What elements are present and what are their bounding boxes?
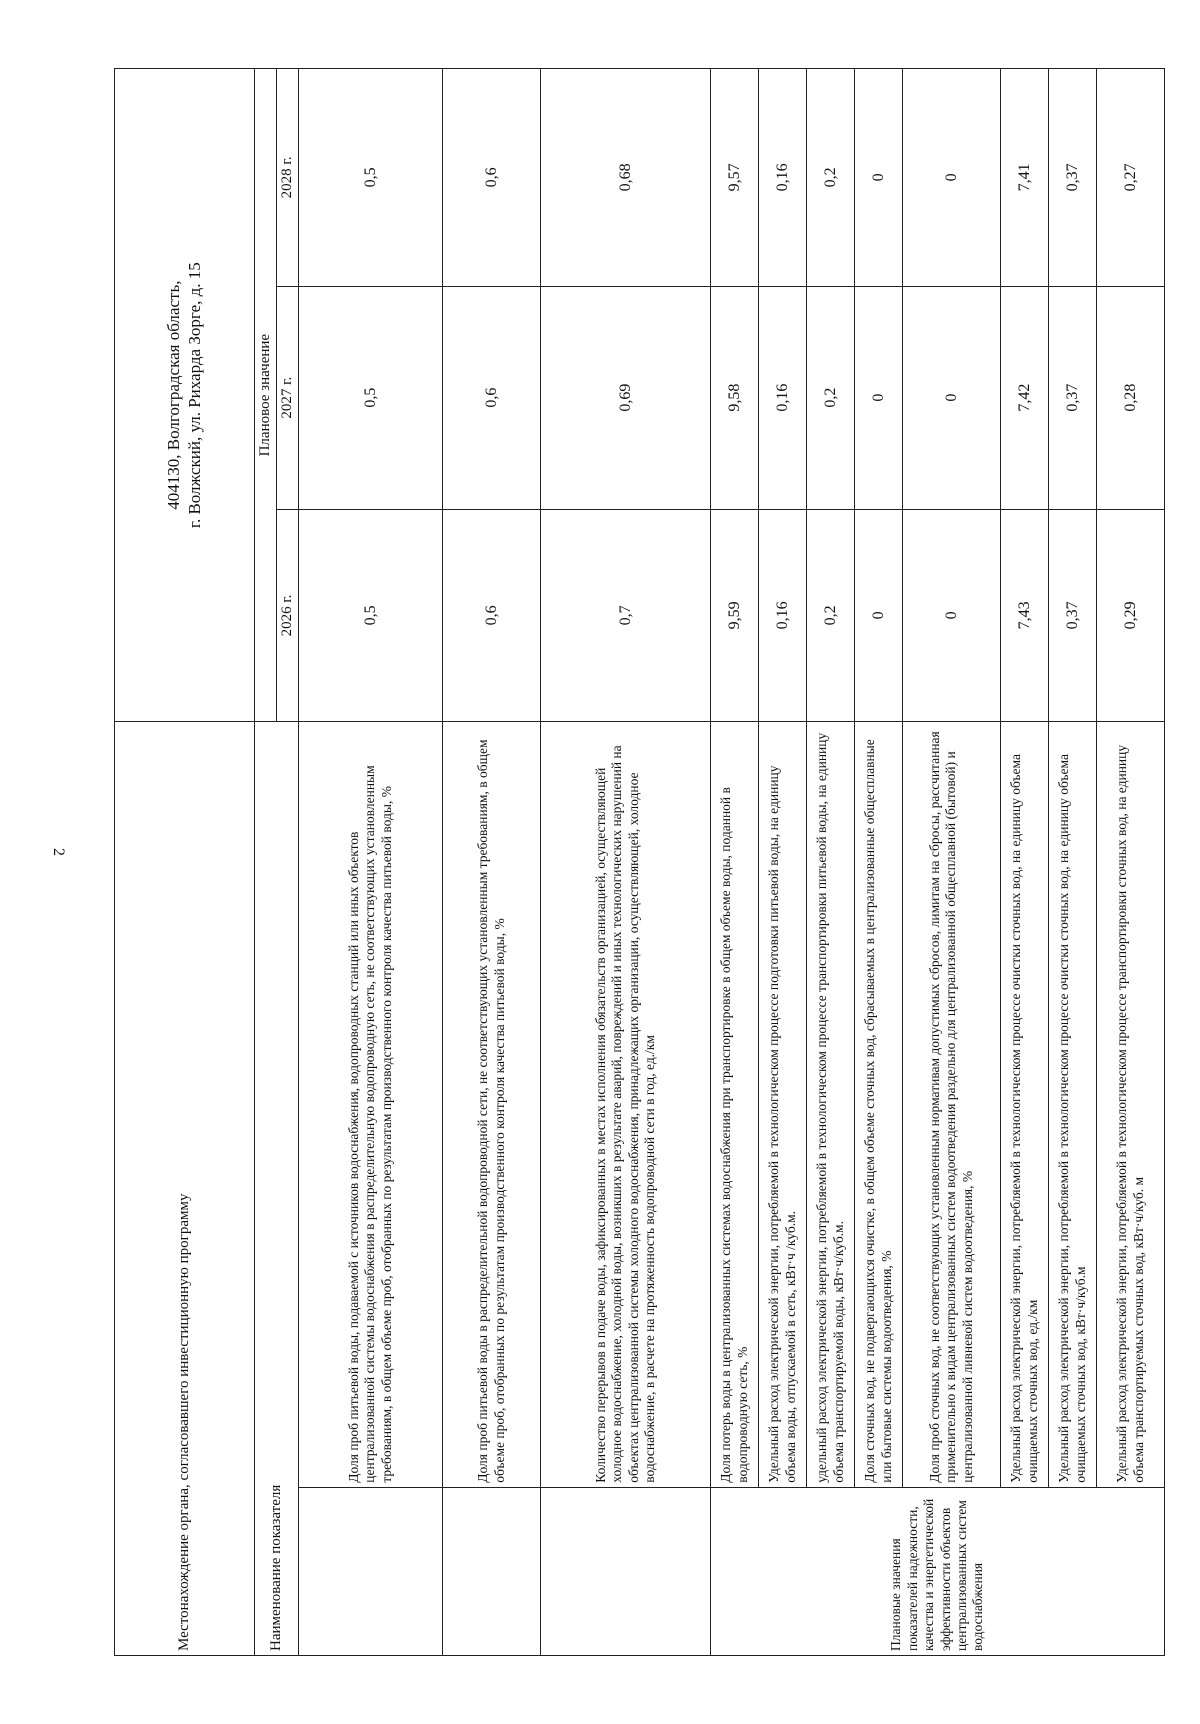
indicator-text: Доля сточных вод, не подвергающихся очистке, в общем объеме сточных вод, сбрасываемых в централизованные общесплавные или бытовые системы водоотведения, % xyxy=(855,722,903,1487)
indicator-text: Удельный расход электрической энергии, потребляемой в технологическом процессе очистки сточных вод, на единицу объема очищаемых сточных вод, ед./км xyxy=(1001,722,1049,1487)
indicator-text: удельный расход электрической энергии, потребляемой в технологическом процессе транспортировки питьевой воды, на единицу объема транспортируемой воды, кВт·ч/куб.м. xyxy=(807,722,855,1487)
value-2027: 0,28 xyxy=(1097,286,1165,509)
indicator-text: Доля проб питьевой воды в распределительной водопроводной сети, не соответствующих установленным требованиям, в общем объеме проб, отобранных по результатам производственного контроля качества питьевой воды, % xyxy=(443,722,541,1487)
location-label: Местонахождение органа, согласовавшего инвестиционную программу xyxy=(115,722,255,1656)
value-2026: 0,6 xyxy=(443,509,541,722)
value-2027: 0,69 xyxy=(541,286,711,509)
page-number: 2 xyxy=(50,848,67,856)
value-2028: 0,37 xyxy=(1049,69,1097,287)
table-row xyxy=(541,69,711,1656)
table-row xyxy=(1001,69,1049,1656)
row-group-empty xyxy=(299,1487,443,1655)
indicator-text: Доля проб сточных вод, не соответствующих установленным нормативам допустимых сбросов, лимитам на сбросы, рассчитанная применительно к видам централизованных систем водоотведения раздельно для централизованной общесплавной (бытовой) и централизованной ливневой систем водоотведения, % xyxy=(903,722,1001,1487)
plan-value-header: Плановое значение xyxy=(255,69,277,722)
value-2026: 0,7 xyxy=(541,509,711,722)
value-2026: 9,59 xyxy=(711,509,759,722)
group-label: Плановые значения показателей надежности, качества и энергетической эффективности объектов централизованных систем водоснабжения xyxy=(711,1487,1165,1655)
year-2027-header: 2027 г. xyxy=(277,286,299,509)
value-2027: 9,58 xyxy=(711,286,759,509)
value-2028: 0,16 xyxy=(759,69,807,287)
table-row xyxy=(807,69,855,1656)
table-row xyxy=(903,69,1001,1656)
value-2026: 0,2 xyxy=(807,509,855,722)
value-2028: 9,57 xyxy=(711,69,759,287)
value-2027: 0,2 xyxy=(807,286,855,509)
table-row xyxy=(759,69,807,1656)
value-2028: 7,41 xyxy=(1001,69,1049,287)
value-2027: 7,42 xyxy=(1001,286,1049,509)
indicator-text: Количество перерывов в подаче воды, зафиксированных в местах исполнения обязательств организацией, осуществляющей холодное водоснабжение, холодной воды, возникших в результате аварий, повреждений и иных технологических нарушений на объектах централизованной системы холодного водоснабжения, принадлежащих организации, осуществляющей, холодное водоснабжение, в расчете на протяженность водопроводной сети в год, ед./км xyxy=(541,722,711,1487)
address-cell xyxy=(115,69,255,722)
value-2027: 0 xyxy=(903,286,1001,509)
value-2028: 0 xyxy=(903,69,1001,287)
table-row xyxy=(299,69,443,1656)
indicator-text: Доля проб питьевой воды, подаваемой с источников водоснабжения, водопроводных станций или иных объектов централизованной системы водоснабжения в распределительную водопроводную сеть, не соответствующих установленным требованиям, в общем объеме проб, отобранных по результатам производственного контроля качества питьевой воды, % xyxy=(299,722,443,1487)
address-line-2: г. Волжский, ул. Рихарда Зорге, д. 15 xyxy=(184,262,204,529)
table-row xyxy=(711,69,759,1656)
indicator-table-wrapper xyxy=(114,68,1146,1656)
table-row xyxy=(855,69,903,1656)
indicator-text: Удельный расход электрической энергии, потребляемой в технологическом процессе транспортировки сточных вод, на единицу объема транспортируемых сточных вод, кВт·ч/куб. м xyxy=(1097,722,1165,1487)
value-2028: 0,2 xyxy=(807,69,855,287)
value-2026: 0,5 xyxy=(299,509,443,722)
value-2028: 0,5 xyxy=(299,69,443,287)
address-line-1: 404130, Волгоградская область, xyxy=(163,280,183,510)
value-2027: 0,6 xyxy=(443,286,541,509)
year-2028-header: 2028 г. xyxy=(277,69,299,287)
value-2028: 0 xyxy=(855,69,903,287)
indicator-name-header: Наименование показателя xyxy=(255,722,299,1656)
table-row xyxy=(1097,69,1165,1656)
value-2028: 0,6 xyxy=(443,69,541,287)
value-2027: 0,16 xyxy=(759,286,807,509)
year-2026-header: 2026 г. xyxy=(277,509,299,722)
value-2028: 0,68 xyxy=(541,69,711,287)
value-2026: 7,43 xyxy=(1001,509,1049,722)
table-row xyxy=(443,69,541,1656)
table-row xyxy=(1049,69,1097,1656)
value-2026: 0 xyxy=(903,509,1001,722)
value-2026: 0,37 xyxy=(1049,509,1097,722)
value-2027: 0 xyxy=(855,286,903,509)
value-2026: 0,29 xyxy=(1097,509,1165,722)
value-2027: 0,5 xyxy=(299,286,443,509)
value-2026: 0,16 xyxy=(759,509,807,722)
indicator-text: Доля потерь воды в централизованных системах водоснабжения при транспортировке в общем объеме воды, поданной в водопроводную сеть, % xyxy=(711,722,759,1487)
value-2026: 0 xyxy=(855,509,903,722)
indicator-text: Удельный расход электрической энергии, потребляемой в технологическом процессе подготовки питьевой воды, на единицу объема воды, отпускаемой в сеть, кВт·ч /куб.м. xyxy=(759,722,807,1487)
row-group-empty xyxy=(443,1487,541,1655)
value-2027: 0,37 xyxy=(1049,286,1097,509)
value-2028: 0,27 xyxy=(1097,69,1165,287)
row-group-empty xyxy=(541,1487,711,1655)
indicator-text: Удельный расход электрической энергии, потребляемой в технологическом процессе очистки сточных вод, на единицу объема очищаемых сточных вод, кВт·ч/куб.м xyxy=(1049,722,1097,1487)
indicator-table xyxy=(114,68,1165,1656)
